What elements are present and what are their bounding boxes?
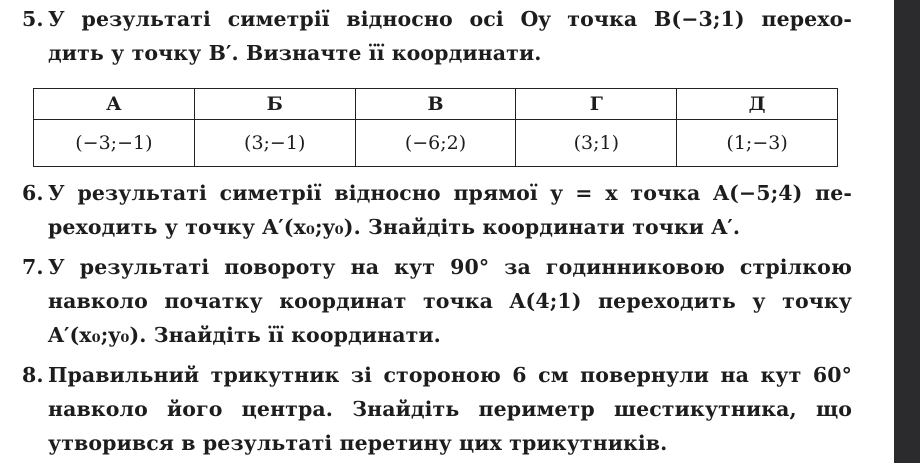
option-value-d: (1;−3)	[677, 120, 838, 167]
option-label-a: А	[34, 89, 195, 120]
problem-8-line-3: утворився в результаті перетину цих трикутників.	[48, 431, 668, 455]
problem-8-number: 8.	[22, 363, 44, 387]
option-label-h: Г	[516, 89, 677, 120]
problem-6-line-2: реходить у точку A′(x₀;y₀). Знайдіть координати точки A′.	[48, 215, 741, 239]
answer-options-table	[33, 88, 838, 167]
problem-5-number: 5.	[22, 7, 44, 31]
problem-7-number: 7.	[22, 255, 44, 279]
problem-7-line-3: A′(x₀;y₀). Знайдіть її координати.	[48, 323, 441, 347]
problem-8	[22, 358, 852, 460]
option-value-h: (3;1)	[516, 120, 677, 167]
problem-8-line-2: навколо його центра. Знайдіть периметр шестикутника, що	[48, 397, 852, 421]
problem-6-line-1: У результаті симетрії відносно прямої y = x точка A(−5;4) пе-	[48, 181, 852, 205]
answer-header-row	[34, 89, 838, 120]
problem-7-line-1: У результаті повороту на кут 90° за годинниковою стрілкою	[48, 255, 852, 279]
window-edge-bar	[894, 0, 920, 463]
option-value-v: (−6;2)	[355, 120, 516, 167]
problem-6	[22, 176, 852, 244]
problem-7	[22, 250, 852, 352]
problem-7-line-2: навколо початку координат точка A(4;1) переходить у точку	[48, 289, 852, 313]
option-label-b: Б	[194, 89, 355, 120]
problem-6-number: 6.	[22, 181, 44, 205]
option-label-d: Д	[677, 89, 838, 120]
answer-values-row	[34, 120, 838, 167]
option-value-b: (3;−1)	[194, 120, 355, 167]
problem-5-line-1: У результаті симетрії відносно осі Oy точка B(−3;1) перехо-	[48, 7, 852, 31]
option-value-a: (−3;−1)	[34, 120, 195, 167]
problem-5	[22, 2, 852, 70]
problem-8-line-1: Правильний трикутник зі стороною 6 см повернули на кут 60°	[48, 363, 852, 387]
problem-5-line-2: дить у точку B′. Визначте її координати.	[48, 41, 542, 65]
option-label-v: В	[355, 89, 516, 120]
